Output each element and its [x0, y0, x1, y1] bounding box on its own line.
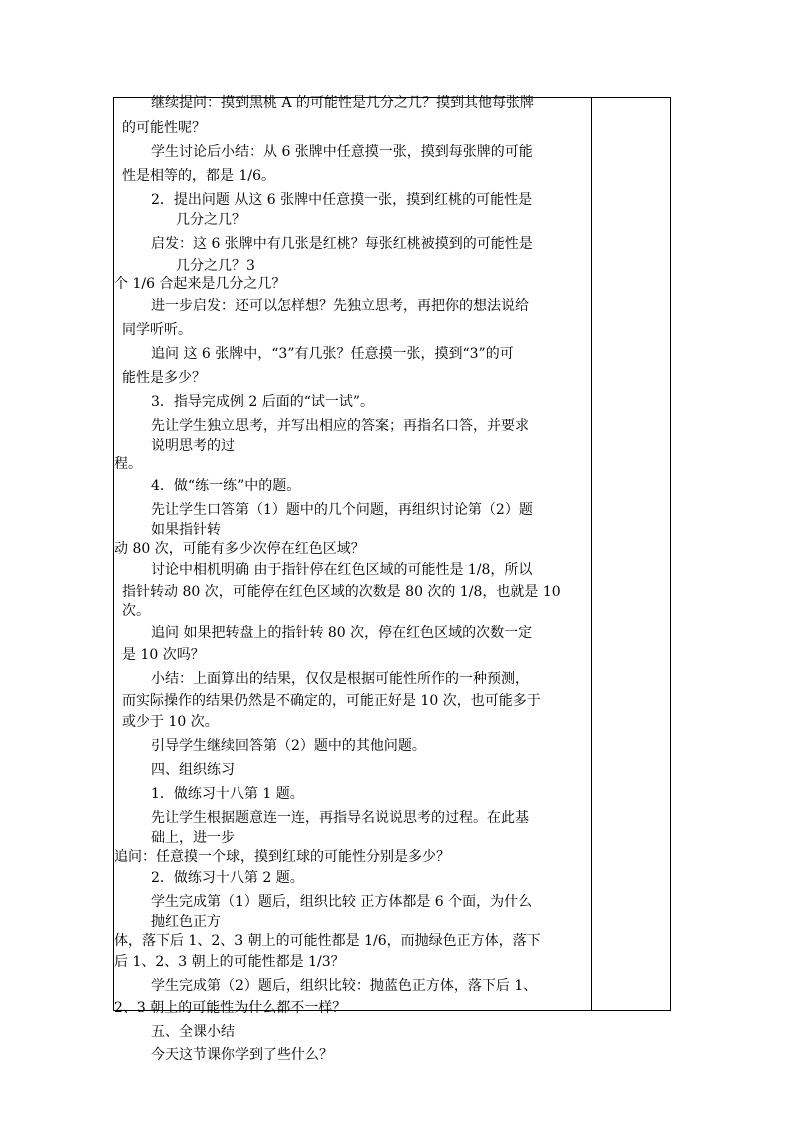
- text-line: 学生讨论后小结：从 6 张牌中任意摸一张，摸到每张牌的可能: [151, 144, 533, 160]
- text-line: 3．指导完成例 2 后面的“试一试”。: [151, 394, 375, 410]
- text-line: 五、全课小结: [151, 1024, 235, 1040]
- text-line: 几分之几？3: [176, 258, 255, 274]
- text-line: 同学听听。: [122, 322, 192, 338]
- text-line: 追问 这 6 张牌中，“3”有几张？任意摸一张，摸到“3”的可: [151, 346, 514, 362]
- text-line: 先让学生独立思考，并写出相应的答案；再指名口答，并要求: [151, 418, 529, 434]
- text-line: 四、组织练习: [151, 762, 235, 778]
- text-line: 抛红色正方: [151, 914, 221, 930]
- text-line: 个 1/6 合起来是几分之几？: [114, 276, 286, 292]
- text-line: 次。: [122, 603, 150, 619]
- text-line: 指针转动 80 次，可能停在红色区域的次数是 80 次的 1/8，也就是 10: [122, 584, 561, 600]
- text-line: 学生完成第（2）题后，组织比较：抛蓝色正方体，落下后 1、: [151, 978, 538, 994]
- text-line: 先让学生根据题意连一连，再指导名说说思考的过程。在此基: [151, 810, 529, 826]
- text-line: 1．做练习十八第 1 题。: [151, 786, 304, 802]
- text-line: 程。: [114, 456, 142, 472]
- text-line: 2、3 朝上的可能性为什么都不一样？: [114, 1000, 347, 1016]
- text-line: 性是相等的，都是 1/6。: [122, 168, 275, 184]
- text-line: 几分之几？: [176, 212, 246, 228]
- text-line: 先让学生口答第（1）题中的几个问题，再组织讨论第（2）题: [151, 502, 533, 518]
- text-line: 2．提出问题 从这 6 张牌中任意摸一张，摸到红桃的可能性是: [151, 192, 533, 208]
- text-line: 4．做“练一练”中的题。: [151, 478, 301, 494]
- text-line: 能性是多少？: [122, 370, 206, 386]
- text-line: 追问：任意摸一个球，摸到红球的可能性分别是多少？: [114, 849, 450, 865]
- text-line: 础上，进一步: [151, 830, 235, 846]
- text-line: 说明思考的过: [151, 438, 235, 454]
- text-line: 继续提问：摸到黑桃 A 的可能性是几分之几？摸到其他每张牌: [151, 95, 535, 111]
- text-line: 而实际操作的结果仍然是不确定的，可能正好是 10 次，也可能多于: [122, 693, 541, 709]
- text-line: 是 10 次吗？: [122, 647, 205, 663]
- text-line: 体，落下后 1、2、3 朝上的可能性都是 1/6，而抛绿色正方体，落下: [114, 933, 541, 949]
- text-line: 如果指针转: [151, 522, 221, 538]
- text-line: 讨论中相机明确 由于指针停在红色区域的可能性是 1/8，所以: [151, 562, 533, 578]
- text-line: 或少于 10 次。: [122, 714, 219, 730]
- text-line: 启发：这 6 张牌中有几张是红桃？每张红桃被摸到的可能性是: [151, 236, 533, 252]
- text-line: 的可能性呢？: [122, 120, 206, 136]
- text-line: 学生完成第（1）题后，组织比较 正方体都是 6 个面，为什么: [151, 894, 533, 910]
- text-line: 2．做练习十八第 2 题。: [151, 870, 304, 886]
- text-line: 后 1、2、3 朝上的可能性都是 1/3？: [114, 954, 345, 970]
- text-line: 动 80 次，可能有多少次停在红色区域？: [114, 541, 365, 557]
- lesson-table: [113, 95, 671, 1063]
- text-line: 追问 如果把转盘上的指针转 80 次，停在红色区域的次数一定: [151, 625, 533, 641]
- text-line: 今天这节课你学到了些什么？: [151, 1047, 333, 1063]
- text-line: 小结：上面算出的结果，仅仅是根据可能性所作的一种预测，: [151, 671, 529, 687]
- text-line: 进一步启发：还可以怎样想？先独立思考，再把你的想法说给: [151, 298, 529, 314]
- column-divider: [591, 98, 592, 1010]
- text-line: 引导学生继续回答第（2）题中的其他问题。: [151, 738, 426, 754]
